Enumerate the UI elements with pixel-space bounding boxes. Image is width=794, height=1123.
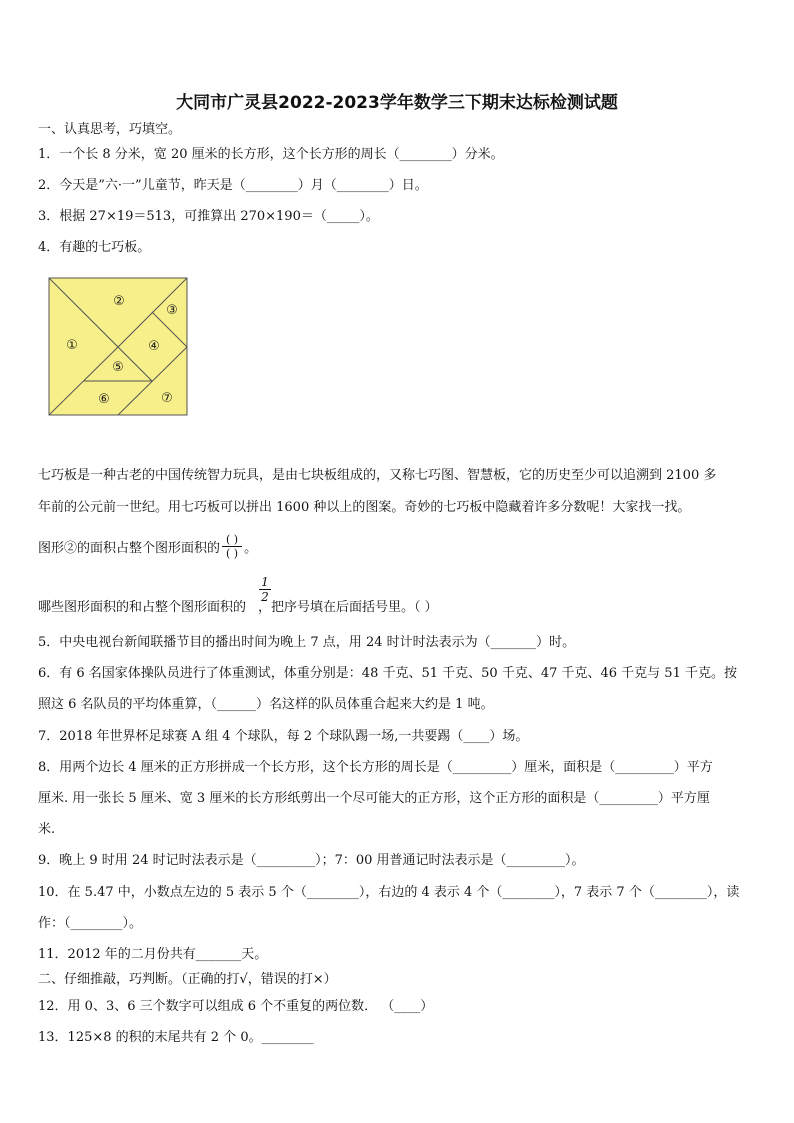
q4-part-a	[38, 535, 257, 562]
tangram-label-7: ⑦	[161, 391, 173, 406]
question-12: 12．用 0、3、6 三个数字可以组成 6 个不重复的两位数． （____）	[38, 999, 434, 1014]
fraction-denominator: ( )	[226, 547, 239, 560]
fraction-denominator: 2	[261, 590, 269, 604]
question-10-line-1: 10．在 5.47 中，小数点左边的 5 表示 5 个（________），右边的 4 表示 4 个（________），7 表示 7 个（________），读	[38, 885, 740, 900]
q4-part-a-fraction	[222, 533, 242, 560]
question-1: 1．一个长 8 分米，宽 20 厘米的长方形，这个长方形的周长（________）分米。	[38, 147, 504, 162]
question-3: 3．根据 27×19＝513，可推算出 270×190＝（_____）。	[38, 209, 379, 224]
question-11: 11．2012 年的二月份共有_______天。	[38, 947, 268, 962]
question-8-line-1: 8．用两个边长 4 厘米的正方形拼成一个长方形，这个长方形的周长是（_________）厘米，面积是（_________）平方	[38, 760, 713, 775]
section-2-heading: 二、仔细推敲，巧判断。（正确的打√，错误的打×）	[38, 972, 337, 987]
section-1-heading: 一、认真思考，巧填空。	[38, 122, 182, 137]
question-8-line-3: 米.	[38, 822, 56, 837]
q4-part-b-suffix: ，把序号填在后面括号里。（ ）	[258, 600, 438, 615]
fraction-numerator: 1	[259, 575, 271, 590]
question-9: 9．晚上 9 时用 24 时记时法表示是（_________）；7：00 用普通记时法表示是（_________）。	[38, 853, 585, 868]
page-title: 大同市广灵县2022-2023学年数学三下期末达标检测试题	[176, 93, 618, 113]
q4-part-a-prefix: 图形②的面积占整个图形面积的	[38, 541, 221, 556]
question-4: 4．有趣的七巧板。	[38, 240, 151, 255]
q4-paragraph-line-2: 年前的公元前一世纪。用七巧板可以拼出 1600 种以上的图案。奇妙的七巧板中隐藏着许多分数呢！大家找一找。	[38, 500, 691, 515]
tangram-label-1: ①	[66, 338, 78, 353]
q4-part-b	[38, 600, 438, 616]
q4-paragraph-line-1: 七巧板是一种古老的中国传统智力玩具，是由七块板组成的，又称七巧图、智慧板，它的历史至少可以追溯到 2100 多	[38, 468, 717, 483]
question-13: 13．125×8 的积的末尾共有 2 个 0。________	[38, 1030, 314, 1045]
tangram-figure	[48, 277, 190, 417]
question-2: 2．今天是”六·一”儿童节，昨天是（________）月（________）日。	[38, 178, 428, 193]
tangram-label-4: ④	[148, 339, 160, 354]
question-10-line-2: 作：（________）。	[38, 916, 143, 931]
tangram-label-3: ③	[166, 303, 178, 318]
question-6-line-1: 6．有 6 名国家体操队员进行了体重测试，体重分别是：48 千克、51 千克、50 千克、47 千克、46 千克与 51 千克。按	[38, 666, 737, 681]
tangram-label-6: ⑥	[98, 392, 110, 407]
q4-part-a-suffix: 。	[244, 541, 258, 556]
question-7: 7．2018 年世界杯足球赛 A 组 4 个球队，每 2 个球队踢一场,一共要踢（____）场。	[38, 729, 529, 744]
tangram-label-2: ②	[113, 294, 125, 309]
fraction-numerator: ( )	[222, 533, 242, 547]
tangram-label-5: ⑤	[112, 360, 124, 375]
question-5: 5．中央电视台新闻联播节目的播出时间为晚上 7 点，用 24 时计时法表示为（_______）时。	[38, 635, 576, 650]
q4-part-b-prefix: 哪些图形面积的和占整个图形面积的	[38, 600, 247, 615]
question-8-line-2: 厘米. 用一张长 5 厘米、宽 3 厘米的长方形纸剪出一个尽可能大的正方形，这个正方形的面积是（_________）平方厘	[38, 791, 710, 806]
question-6-line-2: 照这 6 名队员的平均体重算，（______）名这样的队员体重合起来大约是 1 吨。	[38, 697, 494, 712]
